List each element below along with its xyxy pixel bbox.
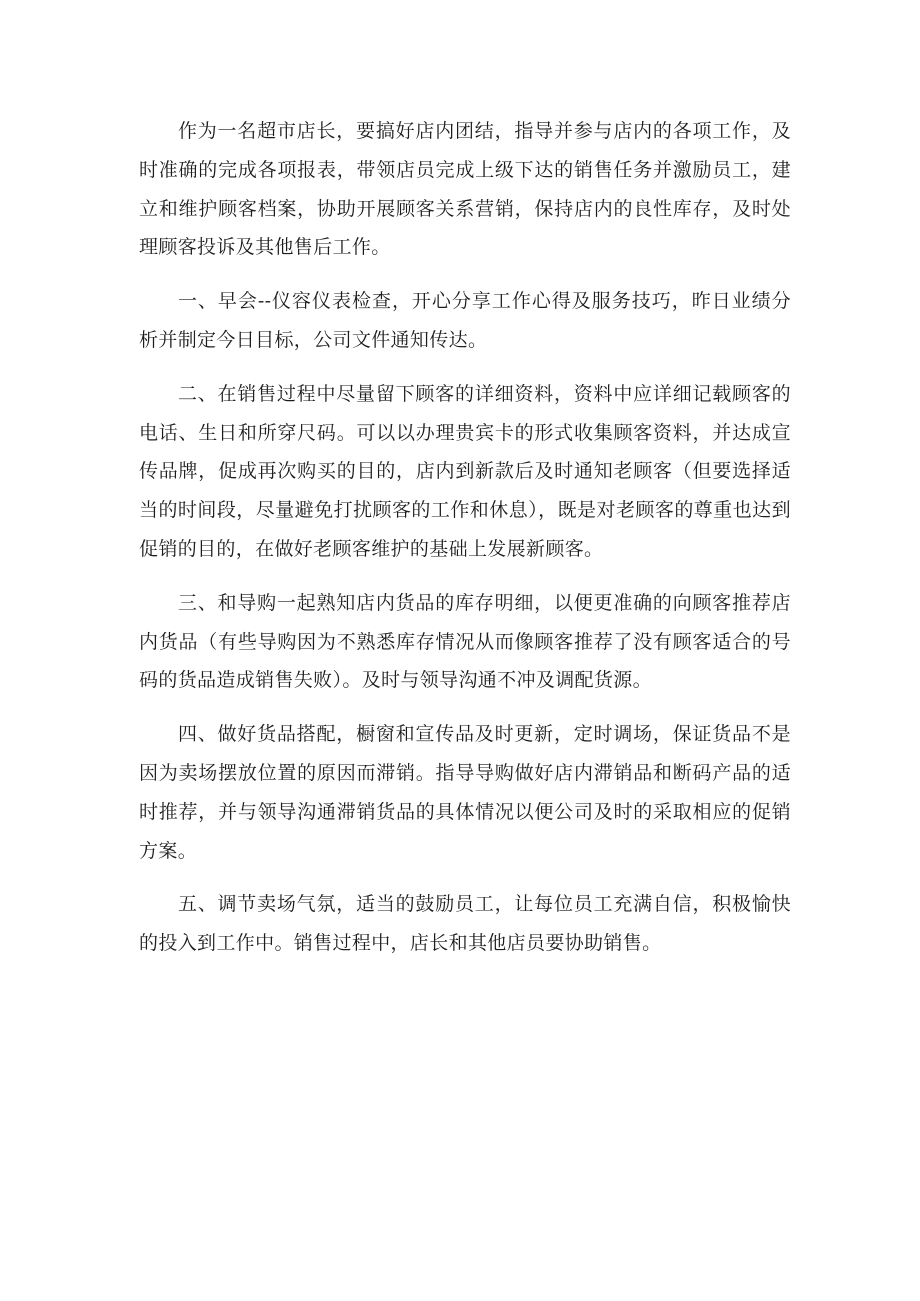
document-body — [139, 112, 791, 978]
paragraph-morning-meeting: 一、早会--仪容仪表检查，开心分享工作心得及服务技巧，昨日业绩分析并制定今日目标，公司文件通知传达。 — [139, 290, 791, 351]
paragraph-customer-records: 二、在销售过程中尽量留下顾客的详细资料，资料中应详细记载顾客的电话、生日和所穿尺码。可以以办理贵宾卡的形式收集顾客资料，并达成宣传品牌，促成再次购买的目的，店内到新款后及时通知老顾客（但要选择适当的时间段，尽量避免打扰顾客的工作和休息），既是对老顾客的尊重也达到促销的目的，在做好老顾客维护的基础上发展新顾客。 — [139, 382, 791, 560]
paragraph-inventory: 三、和导购一起熟知店内货品的库存明细，以便更准确的向顾客推荐店内货品（有些导购因为不熟悉库存情况从而像顾客推荐了没有顾客适合的号码的货品造成销售失败）。及时与领导沟通不冲及调配货源。 — [139, 591, 791, 692]
paragraph-merchandising: 四、做好货品搭配，橱窗和宣传品及时更新，定时调场，保证货品不是因为卖场摆放位置的原因而滞销。指导导购做好店内滞销品和断码产品的适时推荐，并与领导沟通滞销货品的具体情况以便公司及时的采取相应的促销方案。 — [139, 723, 791, 862]
paragraph-intro: 作为一名超市店长，要搞好店内团结，指导并参与店内的各项工作，及时准确的完成各项报表，带领店员完成上级下达的销售任务并激励员工，建立和维护顾客档案，协助开展顾客关系营销，保持店内的良性库存，及时处理顾客投诉及其他售后工作。 — [139, 120, 791, 259]
paragraph-atmosphere: 五、调节卖场气氛，适当的鼓励员工，让每位员工充满自信，积极愉快的投入到工作中。销售过程中，店长和其他店员要协助销售。 — [139, 893, 791, 955]
